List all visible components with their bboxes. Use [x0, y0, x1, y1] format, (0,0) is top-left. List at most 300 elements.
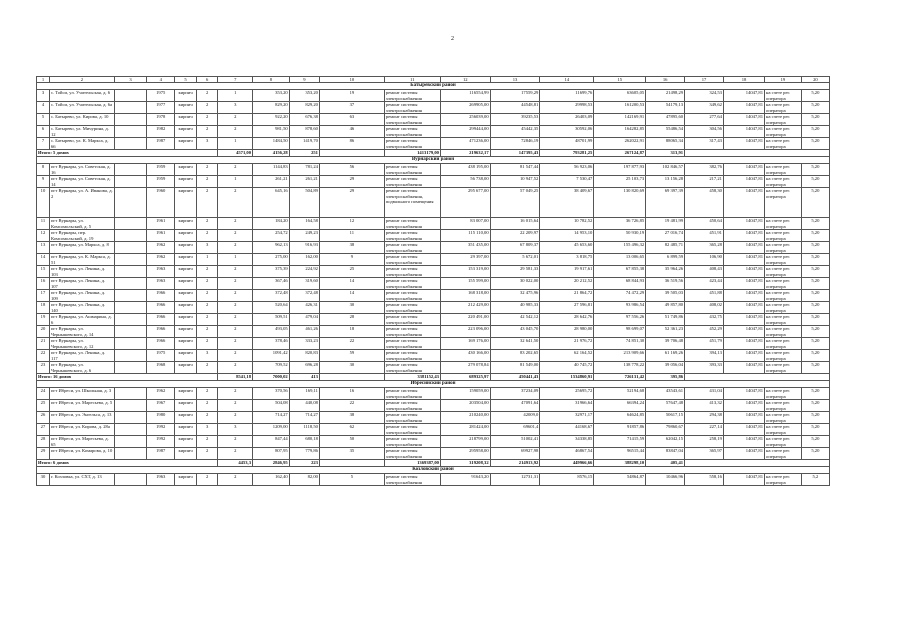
building-row: [37, 412, 830, 424]
data-cell: 2: [218, 164, 253, 176]
address-cell: пгт Вурнары, ул. Ленина, д. 109: [49, 290, 114, 302]
data-cell: 2: [196, 266, 218, 278]
data-cell: 2: [218, 242, 253, 254]
data-cell: 645,16: [253, 188, 290, 218]
data-cell: 44548,81: [490, 102, 540, 114]
data-cell: 81 547,44: [490, 164, 540, 176]
data-cell: 5: [319, 474, 384, 486]
data-cell: 25 103,73: [594, 176, 646, 188]
data-cell: 14047,81: [723, 412, 764, 424]
data-cell: 269905,00: [440, 102, 490, 114]
data-cell: 61 169,26: [646, 350, 685, 362]
data-cell: 319,60: [289, 278, 319, 290]
data-cell: 14047,81: [723, 242, 764, 254]
data-cell: 142169,91: [594, 114, 646, 126]
data-cell: кирпич: [175, 436, 197, 448]
data-cell: 34338,85: [540, 436, 594, 448]
data-cell: 807,95: [253, 448, 290, 460]
data-cell: 71415,59: [594, 436, 646, 448]
building-row: [37, 436, 830, 448]
building-row: [37, 164, 830, 176]
data-cell: 16 015,64: [490, 218, 540, 230]
building-row: [37, 338, 830, 350]
data-cell: 21 864,72: [540, 290, 594, 302]
data-cell: 450,64: [685, 218, 724, 230]
data-cell: 2: [218, 230, 253, 242]
data-cell: 218799,00: [440, 436, 490, 448]
data-cell: 35: [319, 448, 384, 460]
building-row: [37, 102, 830, 114]
data-cell: 249,23: [289, 230, 319, 242]
data-cell: 2: [218, 362, 253, 374]
data-cell: 37234,09: [490, 388, 540, 400]
data-cell: 1987: [147, 448, 175, 460]
data-cell: 88065,34: [646, 138, 685, 150]
blank-cell: [114, 230, 146, 242]
data-cell: 696,28: [289, 362, 319, 374]
total-value: 319208,32: [440, 460, 490, 467]
data-cell: 62042,15: [646, 436, 685, 448]
row-number: 21: [37, 338, 50, 350]
data-cell: 1963: [147, 266, 175, 278]
data-cell: 19 917,61: [540, 266, 594, 278]
data-cell: 281424,00: [440, 424, 490, 436]
data-cell: 63605,05: [594, 90, 646, 102]
data-cell: 69 397,39: [646, 188, 685, 218]
total-label: Итого: 5 домов: [37, 150, 218, 157]
blank-cell: [114, 242, 146, 254]
blank-cell: [114, 412, 146, 424]
data-cell: 299444,00: [440, 126, 490, 138]
data-cell: 39235,53: [490, 114, 540, 126]
data-cell: 351 435,00: [440, 242, 490, 254]
data-cell: 164282,85: [594, 126, 646, 138]
data-cell: 29 397,00: [440, 254, 490, 266]
row-number: 17: [37, 290, 50, 302]
data-cell: 353,20: [289, 90, 319, 102]
column-number-cell: 5: [175, 77, 197, 83]
data-cell: 40 985,33: [490, 302, 540, 314]
data-cell: 14047,81: [723, 362, 764, 374]
column-number-cell: 20: [801, 77, 829, 83]
data-cell: 2: [196, 126, 218, 138]
data-cell: ремонт системы электроснабжения: [384, 424, 440, 436]
data-cell: 2: [196, 230, 218, 242]
blank-cell: [114, 302, 146, 314]
data-cell: 1959: [147, 164, 175, 176]
building-row: [37, 424, 830, 436]
data-cell: 2: [196, 114, 218, 126]
district-header-row: [37, 157, 830, 164]
data-cell: 57647,48: [646, 400, 685, 412]
data-cell: 1484,50: [253, 138, 290, 150]
data-cell: 38: [319, 242, 384, 254]
data-cell: 676,38: [289, 114, 319, 126]
data-cell: ремонт системы электроснабжения: [384, 176, 440, 188]
data-cell: 1419,70: [289, 138, 319, 150]
data-cell: 2: [218, 278, 253, 290]
data-cell: на счете рег. оператора: [765, 302, 802, 314]
data-cell: 1966: [147, 302, 175, 314]
blank-cell: [114, 400, 146, 412]
data-cell: кирпич: [175, 114, 197, 126]
data-cell: 1962: [147, 242, 175, 254]
data-cell: 1966: [147, 314, 175, 326]
data-cell: 28 642,76: [540, 314, 594, 326]
data-cell: на счете рег. оператора: [765, 412, 802, 424]
data-cell: кирпич: [175, 400, 197, 412]
data-cell: ремонт системы электроснабжения: [384, 474, 440, 486]
address-cell: пгт Вурнары, ул. Ленина, д. 107: [49, 278, 114, 290]
data-cell: 14047,81: [723, 424, 764, 436]
data-cell: 408,02: [685, 302, 724, 314]
data-cell: 47091,64: [490, 400, 540, 412]
data-cell: 10 782,52: [540, 218, 594, 230]
data-cell: 36 726,85: [594, 218, 646, 230]
data-cell: 106,90: [685, 254, 724, 266]
data-cell: 394,13: [685, 350, 724, 362]
data-cell: 43 045,70: [490, 326, 540, 338]
row-number: 27: [37, 424, 50, 436]
data-cell: 262022,91: [594, 138, 646, 150]
data-cell: 5 672,01: [490, 254, 540, 266]
data-cell: на счете рег. оператора: [765, 230, 802, 242]
data-cell: 98 699,07: [594, 326, 646, 338]
data-cell: 38 409,67: [540, 188, 594, 218]
data-cell: кирпич: [175, 290, 197, 302]
data-cell: ремонт системы электроснабжения: [384, 400, 440, 412]
data-cell: 353,20: [253, 90, 290, 102]
district-total-row: [37, 150, 830, 157]
address-cell: с. Батырево, ул. Кирова, д. 10: [49, 114, 114, 126]
data-cell: 365,28: [685, 242, 724, 254]
data-cell: 17559,29: [490, 90, 540, 102]
data-cell: 14047,81: [723, 314, 764, 326]
data-cell: 261,21: [253, 176, 290, 188]
data-cell: 820,83: [289, 350, 319, 362]
data-cell: на счете рег. оператора: [765, 218, 802, 230]
data-cell: кирпич: [175, 254, 197, 266]
total-value: 147395,43: [490, 150, 540, 157]
blank-cell: [114, 138, 146, 150]
data-cell: 14047,81: [723, 126, 764, 138]
row-number: 26: [37, 412, 50, 424]
data-cell: кирпич: [175, 278, 197, 290]
row-number: 12: [37, 230, 50, 242]
data-cell: 430 166,00: [440, 350, 490, 362]
data-cell: 25: [319, 266, 384, 278]
data-cell: 35 964,26: [646, 266, 685, 278]
address-cell: пгт Вурнары, ул. Чернышевского, д. 6: [49, 362, 114, 374]
address-cell: пгт Вурнары, ул. К. Маркса, д. 51: [49, 254, 114, 266]
data-cell: кирпич: [175, 302, 197, 314]
data-cell: 981,50: [253, 126, 290, 138]
building-row: [37, 388, 830, 400]
data-cell: 2: [196, 218, 218, 230]
data-cell: 781,24: [289, 164, 319, 176]
blank-cell: [114, 326, 146, 338]
data-cell: 138 778,22: [594, 362, 646, 374]
data-cell: 169 176,00: [440, 338, 490, 350]
column-number-cell: 2: [49, 77, 114, 83]
data-cell: 1118,50: [289, 424, 319, 436]
total-value: [319, 374, 384, 381]
data-cell: 1966: [147, 338, 175, 350]
data-cell: на счете рег. оператора: [765, 290, 802, 302]
data-cell: 203504,00: [440, 400, 490, 412]
data-cell: 2: [196, 326, 218, 338]
data-cell: 258,19: [685, 436, 724, 448]
address-cell: пгт Ибреси, ул. Маресьева, д. 5: [49, 400, 114, 412]
data-cell: 2: [196, 388, 218, 400]
address-cell: пгт Вурнары, ул. Ленина, д. 103: [49, 266, 114, 278]
data-cell: 1992: [147, 424, 175, 436]
data-cell: 1: [218, 90, 253, 102]
row-number: 3: [37, 90, 50, 102]
data-cell: ремонт системы электроснабжения: [384, 388, 440, 400]
data-cell: 1966: [147, 326, 175, 338]
data-cell: 7 530,47: [540, 176, 594, 188]
data-cell: 2: [218, 266, 253, 278]
data-cell: 32971,17: [540, 412, 594, 424]
data-cell: 714,27: [253, 412, 290, 424]
address-cell: пгт Вурнары, пер. Комсомольский, д. 19: [49, 230, 114, 242]
total-label: Итого: 6 домов: [37, 460, 218, 467]
data-cell: 333,23: [289, 338, 319, 350]
data-cell: 451,88: [685, 290, 724, 302]
building-row: [37, 326, 830, 338]
data-cell: 2: [218, 338, 253, 350]
data-cell: 51 749,86: [646, 314, 685, 326]
data-cell: 1209,00: [253, 424, 290, 436]
data-cell: кирпич: [175, 314, 197, 326]
data-cell: 277,64: [685, 114, 724, 126]
data-cell: кирпич: [175, 326, 197, 338]
data-cell: на счете рег. оператора: [765, 164, 802, 176]
data-cell: 1987: [147, 138, 175, 150]
address-cell: с. Тойси, ул. Учительская, д. 6а: [49, 102, 114, 114]
data-cell: 2: [218, 290, 253, 302]
address-cell: пгт Вурнары, ул. Советская, д. 14: [49, 176, 114, 188]
data-cell: 5,20: [801, 188, 829, 218]
data-cell: 44168,67: [540, 424, 594, 436]
data-cell: 3: [196, 138, 218, 150]
data-cell: 408,43: [685, 266, 724, 278]
data-cell: 2: [196, 474, 218, 486]
data-cell: 1962: [147, 254, 175, 266]
column-number-cell: 14: [540, 77, 594, 83]
total-value: 7000,02: [253, 374, 290, 381]
data-cell: на счете рег. оператора: [765, 90, 802, 102]
data-cell: 479,04: [289, 314, 319, 326]
data-cell: 30: [319, 362, 384, 374]
address-cell: пгт Ибреси, ул. Комарова, д. 10: [49, 448, 114, 460]
address-cell: пгт Вурнары, ул. Ленина, д. 117: [49, 350, 114, 362]
address-cell: пгт Вурнары, ул. А. Иванова, д. 2: [49, 188, 114, 218]
data-cell: 471236,00: [440, 138, 490, 150]
data-cell: 64624,85: [594, 412, 646, 424]
data-cell: 14047,81: [723, 326, 764, 338]
data-cell: 14047,81: [723, 230, 764, 242]
data-cell: 1962: [147, 388, 175, 400]
data-cell: 36 519,56: [646, 278, 685, 290]
data-cell: 2: [196, 290, 218, 302]
data-cell: 14047,81: [723, 448, 764, 460]
data-cell: 2: [196, 176, 218, 188]
data-cell: 275,00: [253, 254, 290, 266]
data-cell: 16: [319, 388, 384, 400]
total-value: 4571,00: [218, 150, 253, 157]
data-cell: кирпич: [175, 126, 197, 138]
data-cell: на счете рег. оператора: [765, 188, 802, 218]
data-cell: 153 319,00: [440, 266, 490, 278]
data-cell: на счете рег. оператора: [765, 362, 802, 374]
data-cell: ремонт системы электроснабжения: [384, 436, 440, 448]
row-number: 14: [37, 254, 50, 266]
data-cell: 162,40: [253, 474, 290, 486]
data-cell: 11: [319, 230, 384, 242]
building-row: [37, 302, 830, 314]
data-cell: 46: [319, 126, 384, 138]
total-value: 726131,42: [594, 374, 646, 381]
data-cell: 5,20: [801, 90, 829, 102]
data-cell: 14047,81: [723, 436, 764, 448]
data-cell: кирпич: [175, 176, 197, 188]
total-value: 313,91: [646, 150, 685, 157]
data-cell: 279 078,84: [440, 362, 490, 374]
row-number: 25: [37, 400, 50, 412]
data-cell: 91857,86: [594, 424, 646, 436]
total-empty-cell: [685, 374, 830, 381]
data-cell: 5,20: [801, 388, 829, 400]
data-cell: 74 472,29: [594, 290, 646, 302]
data-cell: на счете рег. оператора: [765, 350, 802, 362]
row-number: 22: [37, 350, 50, 362]
building-row: [37, 290, 830, 302]
row-number: 19: [37, 314, 50, 326]
data-cell: 382,76: [685, 164, 724, 176]
data-cell: 116554,99: [440, 90, 490, 102]
address-cell: пгт Ибреси, ул. Кирова, д. 28а: [49, 424, 114, 436]
data-cell: 82,00: [289, 474, 319, 486]
data-cell: 254,72: [253, 230, 290, 242]
data-cell: 50 930,19: [594, 230, 646, 242]
data-cell: 22: [319, 400, 384, 412]
data-cell: 19: [319, 90, 384, 102]
data-cell: 2: [196, 188, 218, 218]
data-cell: 220 491,00: [440, 314, 490, 326]
data-cell: на счете рег. оператора: [765, 448, 802, 460]
data-cell: ремонт системы электроснабжения: [384, 114, 440, 126]
data-cell: 1091,42: [253, 350, 290, 362]
data-cell: 5,20: [801, 278, 829, 290]
data-cell: 66394,24: [594, 400, 646, 412]
district-name: Вурнарский район: [37, 157, 830, 164]
data-cell: на счете рег. оператора: [765, 266, 802, 278]
data-cell: 5,20: [801, 114, 829, 126]
data-cell: 81 549,00: [490, 362, 540, 374]
data-cell: 5,20: [801, 338, 829, 350]
data-cell: ремонт системы электроснабжения: [384, 164, 440, 176]
data-cell: кирпич: [175, 230, 197, 242]
data-cell: 295 677,00: [440, 188, 490, 218]
data-cell: 6 899,59: [646, 254, 685, 266]
data-cell: 1980: [147, 412, 175, 424]
data-cell: 2: [218, 218, 253, 230]
data-cell: 14047,81: [723, 114, 764, 126]
total-value: 219632,17: [440, 150, 490, 157]
data-cell: 46867,54: [540, 448, 594, 460]
data-cell: 367,46: [253, 278, 290, 290]
data-cell: 256039,00: [440, 114, 490, 126]
data-cell: 13 006,65: [594, 254, 646, 266]
data-cell: 1961: [147, 230, 175, 242]
building-row: [37, 474, 830, 486]
data-cell: 52 361,23: [646, 326, 685, 338]
row-number: 9: [37, 176, 50, 188]
data-cell: 2: [196, 362, 218, 374]
data-cell: 2: [218, 302, 253, 314]
data-cell: на счете рег. оператора: [765, 126, 802, 138]
page-number: 2: [451, 36, 454, 42]
building-row: [37, 266, 830, 278]
data-cell: 2: [218, 114, 253, 126]
data-cell: 1966: [147, 290, 175, 302]
data-cell: 47895,60: [646, 114, 685, 126]
data-cell: ремонт системы электроснабжения: [384, 90, 440, 102]
data-cell: 1: [218, 138, 253, 150]
data-cell: 431,04: [685, 388, 724, 400]
data-cell: 14047,81: [723, 164, 764, 176]
data-cell: 5,20: [801, 164, 829, 176]
column-number-cell: 4: [147, 77, 175, 83]
data-cell: 14: [319, 290, 384, 302]
data-cell: 79860,67: [646, 424, 685, 436]
data-cell: ремонт системы электроснабжения: [384, 278, 440, 290]
data-cell: 14047,81: [723, 474, 764, 486]
data-cell: 14047,81: [723, 302, 764, 314]
row-number: 16: [37, 278, 50, 290]
data-cell: 59: [319, 350, 384, 362]
data-cell: 42009,0: [490, 412, 540, 424]
data-cell: 223 096,00: [440, 326, 490, 338]
data-cell: 54864,87: [594, 474, 646, 486]
data-cell: 55486,54: [646, 126, 685, 138]
data-cell: на счете рег. оператора: [765, 176, 802, 188]
data-cell: кирпич: [175, 362, 197, 374]
data-cell: 5,20: [801, 448, 829, 460]
total-value: 689325,97: [440, 374, 490, 381]
row-number: 23: [37, 362, 50, 374]
row-number: 8: [37, 164, 50, 176]
data-cell: 2: [218, 314, 253, 326]
data-cell: ремонт системы электроснабжения: [384, 290, 440, 302]
data-cell: на счете рег. оператора: [765, 424, 802, 436]
data-cell: 32 641,50: [490, 338, 540, 350]
data-cell: 680,18: [289, 436, 319, 448]
data-cell: 423,44: [685, 278, 724, 290]
data-cell: 5,20: [801, 400, 829, 412]
data-cell: 56 923,06: [540, 164, 594, 176]
row-number: 10: [37, 188, 50, 218]
data-cell: 14047,81: [723, 90, 764, 102]
data-cell: 3: [196, 424, 218, 436]
data-cell: 5,20: [801, 242, 829, 254]
data-cell: 30: [319, 302, 384, 314]
data-cell: 426,31: [289, 302, 319, 314]
data-cell: 29: [319, 176, 384, 188]
data-cell: 28: [319, 314, 384, 326]
